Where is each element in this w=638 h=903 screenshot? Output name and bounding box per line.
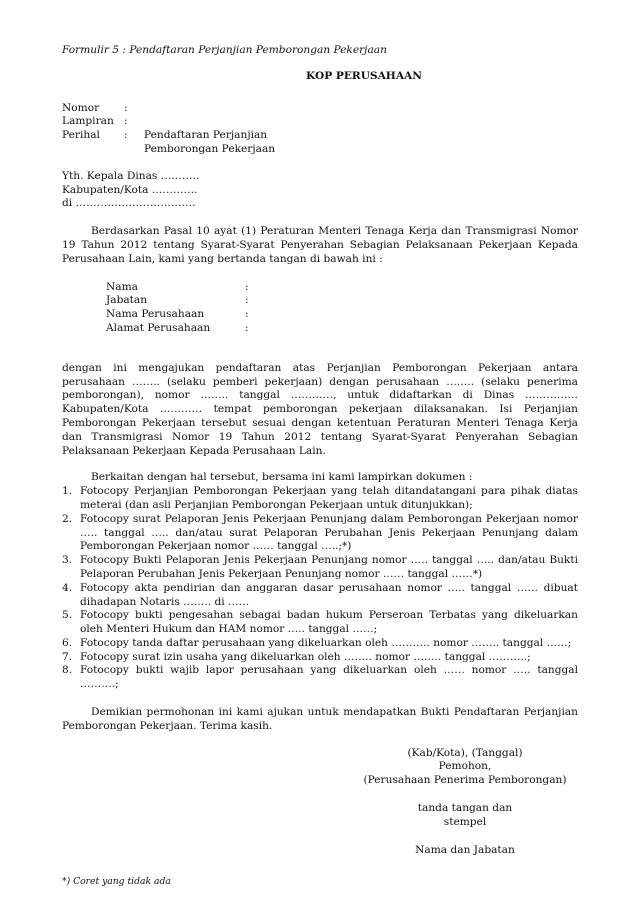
item-number: 2. (62, 512, 73, 525)
name-title: Nama dan Jabatan (415, 843, 515, 856)
item-text: Fotocopy Perjanjian Pemborongan Pekerjaan yang telah ditandatangani para pihak diatas meterai (dan asli Perjanjian Pemborongan Pekerjaan untuk ditunjukkan); (80, 485, 578, 511)
request-paragraph: dengan ini mengajukan pendaftaran atas Perjanjian Pemborongan Pekerjaan antara perusahaan …….. (selaku pemberi pekerjaan) dengan perusahaan …….. (selaku penerima pemborongan), nomor …….. tanggal …………, untuk didaftarkan di Dinas …………… Kabupaten/Kota ………… tempat pemborongan pekerjaan dilaksanakan. Isi Perjanjian Pemborongan Pekerjaan tersebut sesuai dengan ketentuan Peraturan Menteri Tenaga Kerja dan Transmigrasi Nomor 19 Tahun 2012 tentang Syarat-Syarat Penyerahan Sebagian Pelaksanaan Pekerjaan Kepada Perusahaan Lain. (62, 361, 578, 457)
field-colon: : (245, 294, 249, 307)
item-text: Fotocopy akta pendirian dan anggaran dasar perusahaan nomor ….. tanggal …… dibuat dihadapan Notaris …….. di …… (80, 581, 578, 608)
item-number: 6. (62, 636, 73, 649)
form-title: Formulir 5 : Pendaftaran Perjanjian Pemborongan Pekerjaan (62, 44, 387, 56)
item-text: Fotocopy tanda daftar perusahaan yang dikeluarkan oleh ……….. nomor …….. tanggal ……; (80, 636, 572, 649)
signer-fields (106, 281, 578, 336)
item-text: Fotocopy surat izin usaha yang dikeluarkan oleh …….. nomor …….. tanggal ………..; (80, 650, 531, 663)
field-colon: : (245, 308, 249, 321)
field-colon: : (245, 321, 249, 334)
item-text: Fotocopy bukti pengesahan sebagai badan hukum Perseroan Terbatas yang dikeluarkan oleh Menteri Hukum dan HAM nomor ….. tanggal ……; (80, 609, 578, 636)
field-alamat-perusahaan (106, 322, 578, 336)
meta-colon: : (124, 115, 128, 128)
place-date: (Kab/Kota), (Tanggal) (407, 746, 523, 759)
spacer (358, 830, 572, 844)
letter-meta (62, 102, 578, 157)
item-text: Fotocopy Bukti Pelaporan Jenis Pekerjaan Penunjang nomor ….. tanggal ….. dan/atau Bukti Pelaporan Perubahan Jenis Pekerjaan Penunjang nomor …… tanggal ……*) (80, 554, 578, 580)
item-text: Fotocopy surat Pelaporan Jenis Pekerjaan Penunjang dalam Pemborongan Pekerjaan nomor ….. tanggal ….. dan/atau surat Pelaporan Perubahan Jenis Pekerjaan Penunjang dalam Pemborongan Pekerjaan nomor …… tanggal …..;*) (80, 512, 578, 553)
meta-value (144, 102, 578, 116)
address-line: di ……………………………. (62, 197, 196, 210)
meta-row-perihal (62, 129, 578, 143)
field-jabatan (106, 294, 578, 308)
meta-colon: : (124, 129, 128, 142)
attachments-intro: Berkaitan dengan hal tersebut, bersama ini kami lampirkan dokumen : (91, 471, 473, 484)
recipient-address (62, 170, 578, 211)
item-number: 5. (62, 609, 73, 622)
item-text: Fotocopy bukti wajib lapor perusahaan yang dikeluarkan oleh …… nomor ….. tanggal ……….; (80, 664, 578, 691)
item-number: 3. (62, 554, 73, 567)
meta-label: Nomor (62, 101, 100, 114)
spacer (358, 788, 572, 802)
signature-note: tanda tangan dan (417, 802, 513, 815)
footnote: *) Coret yang tidak ada (62, 876, 171, 888)
address-line: Yth. Kepala Dinas ……….. (62, 169, 200, 182)
meta-value: Pendaftaran Perjanjian (144, 129, 268, 142)
address-line: Kabupaten/Kota …………. (62, 183, 198, 196)
item-number: 4. (62, 581, 73, 594)
intro-paragraph: Berdasarkan Pasal 10 ayat (1) Peraturan Menteri Tenaga Kerja dan Transmigrasi Nomor 19 Tahun 2012 tentang Syarat-Syarat Penyerahan Sebagian Pelaksanaan Pekerjaan Kepada Perusahaan Lain, kami yang bertanda tangan di bawah ini : (62, 225, 578, 265)
list-item (62, 637, 578, 651)
list-item (62, 513, 578, 554)
field-label: Nama (106, 280, 138, 293)
meta-colon (124, 143, 144, 157)
company-label: (Perusahaan Penerima Pemborongan) (363, 774, 567, 787)
list-item (62, 664, 578, 692)
field-nama (106, 281, 578, 295)
closing-paragraph: Demikian permohonan ini kami ajukan untuk mendapatkan Bukti Pendaftaran Perjanjian Pemborongan Pekerjaan. Terima kasih. (62, 706, 578, 732)
meta-row-perihal-cont (62, 143, 578, 157)
meta-row-lampiran (62, 115, 578, 129)
company-letterhead: KOP PERUSAHAAN (306, 69, 422, 82)
field-nama-perusahaan (106, 308, 578, 322)
item-number: 1. (62, 485, 73, 498)
meta-value: Pemborongan Pekerjaan (144, 142, 276, 155)
meta-value (144, 115, 578, 129)
meta-label (62, 143, 124, 157)
applicant-label: Pemohon, (438, 760, 492, 773)
meta-label: Lampiran (62, 115, 114, 128)
list-item (62, 554, 578, 582)
list-item (62, 609, 578, 637)
meta-label: Perihal (62, 129, 100, 142)
meta-row-nomor (62, 102, 578, 116)
item-number: 8. (62, 664, 73, 677)
field-label: Jabatan (106, 294, 148, 307)
field-label: Nama Perusahaan (106, 308, 205, 321)
list-item (62, 651, 578, 665)
list-item (62, 582, 578, 610)
letter-page (62, 44, 578, 889)
field-label: Alamat Perusahaan (106, 321, 211, 334)
signature-block (358, 747, 572, 858)
list-item (62, 485, 578, 513)
stamp-note: stempel (443, 815, 487, 828)
field-colon: : (245, 280, 249, 293)
attachments-list (62, 485, 578, 692)
item-number: 7. (62, 650, 73, 663)
meta-colon: : (124, 101, 128, 114)
